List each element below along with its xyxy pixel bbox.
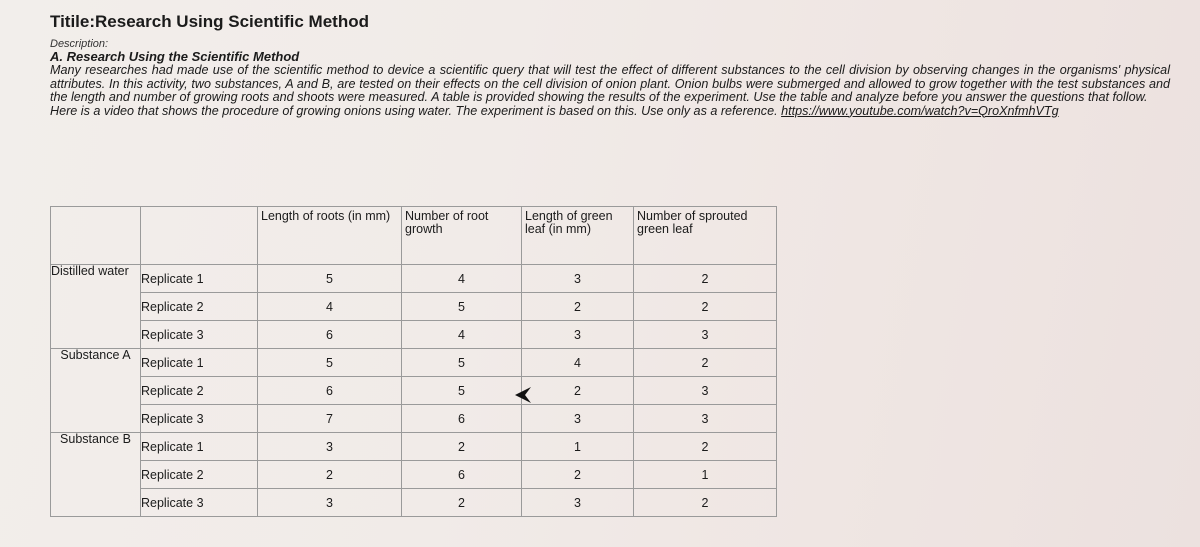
- value-cell: 1: [634, 461, 777, 489]
- value-cell: 5: [402, 349, 522, 377]
- replicate-label: Replicate 3: [141, 489, 258, 517]
- table-header-row: [51, 207, 777, 265]
- value-cell: 3: [522, 265, 634, 293]
- replicate-label: Replicate 2: [141, 461, 258, 489]
- value-cell: 5: [258, 265, 402, 293]
- description-label: Description:: [50, 38, 109, 50]
- table-row: [51, 265, 777, 293]
- value-cell: 3: [634, 321, 777, 349]
- table-body: [51, 265, 777, 517]
- replicate-label: Replicate 1: [141, 433, 258, 461]
- value-cell: 4: [402, 265, 522, 293]
- group-label: Distilled water: [51, 265, 141, 349]
- table-row: [51, 461, 777, 489]
- table-row: [51, 489, 777, 517]
- value-cell: 2: [634, 293, 777, 321]
- value-cell: 2: [634, 489, 777, 517]
- table-row: [51, 321, 777, 349]
- value-cell: 3: [522, 405, 634, 433]
- value-cell: 3: [522, 321, 634, 349]
- value-cell: 2: [258, 461, 402, 489]
- value-cell: 4: [258, 293, 402, 321]
- video-paragraph-text: Here is a video that shows the procedure of growing onions using water. The experiment is based on this. Use only as a reference.: [50, 103, 778, 118]
- replicate-label: Replicate 1: [141, 265, 258, 293]
- value-cell: 2: [634, 265, 777, 293]
- table-row: [51, 377, 777, 405]
- header-leaf-count: Number of sprouted green leaf: [634, 207, 777, 265]
- value-cell: 3: [634, 377, 777, 405]
- value-cell: 3: [258, 489, 402, 517]
- value-cell: 1: [522, 433, 634, 461]
- table-row: [51, 349, 777, 377]
- value-cell: 2: [634, 349, 777, 377]
- intro-paragraph: Many researches had made use of the scientific method to device a scientific query that will test the effect of different substances to the cell division by observing changes in the organisms' physical attributes. In this activity, two substances, A and B, are tested on their effects on the cell division of onion plant. Onion bulbs were submerged and allowed to grow together with the test substances and the length and number of growing roots and shoots were measured. A table is provided showing the results of the experiment. Use the table and analyze before you answer the questions that follow.: [50, 63, 1170, 104]
- value-cell: 5: [402, 377, 522, 405]
- header-leaf-length: Length of green leaf (in mm): [522, 207, 634, 265]
- value-cell: 2: [402, 433, 522, 461]
- value-cell: 4: [522, 349, 634, 377]
- replicate-label: Replicate 1: [141, 349, 258, 377]
- value-cell: 6: [258, 377, 402, 405]
- value-cell: 2: [402, 489, 522, 517]
- replicate-label: Replicate 3: [141, 405, 258, 433]
- group-label: Substance B: [51, 433, 141, 517]
- results-table: [50, 206, 777, 517]
- value-cell: 2: [634, 433, 777, 461]
- value-cell: 6: [402, 461, 522, 489]
- page-title: Titile:Research Using Scientific Method: [50, 12, 369, 31]
- value-cell: 2: [522, 461, 634, 489]
- value-cell: 7: [258, 405, 402, 433]
- mouse-pointer-icon: [513, 385, 533, 405]
- document: [50, 12, 1170, 118]
- video-paragraph: [50, 105, 1170, 119]
- value-cell: 5: [258, 349, 402, 377]
- table-row: [51, 405, 777, 433]
- value-cell: 3: [634, 405, 777, 433]
- value-cell: 5: [402, 293, 522, 321]
- table-row: [51, 293, 777, 321]
- video-link[interactable]: https://www.youtube.com/watch?v=QroXnfmhVTg: [781, 103, 1059, 118]
- replicate-label: Replicate 3: [141, 321, 258, 349]
- header-root-count: Number of root growth: [402, 207, 522, 265]
- value-cell: 6: [402, 405, 522, 433]
- header-root-length: Length of roots (in mm): [258, 207, 402, 265]
- table-row: [51, 433, 777, 461]
- table-header-cell: [51, 207, 141, 265]
- value-cell: 2: [522, 293, 634, 321]
- section-title: A. Research Using the Scientific Method: [50, 49, 300, 64]
- table-header-cell: [141, 207, 258, 265]
- group-label: Substance A: [51, 349, 141, 433]
- value-cell: 4: [402, 321, 522, 349]
- value-cell: 3: [522, 489, 634, 517]
- replicate-label: Replicate 2: [141, 377, 258, 405]
- value-cell: 2: [522, 377, 634, 405]
- value-cell: 3: [258, 433, 402, 461]
- value-cell: 6: [258, 321, 402, 349]
- replicate-label: Replicate 2: [141, 293, 258, 321]
